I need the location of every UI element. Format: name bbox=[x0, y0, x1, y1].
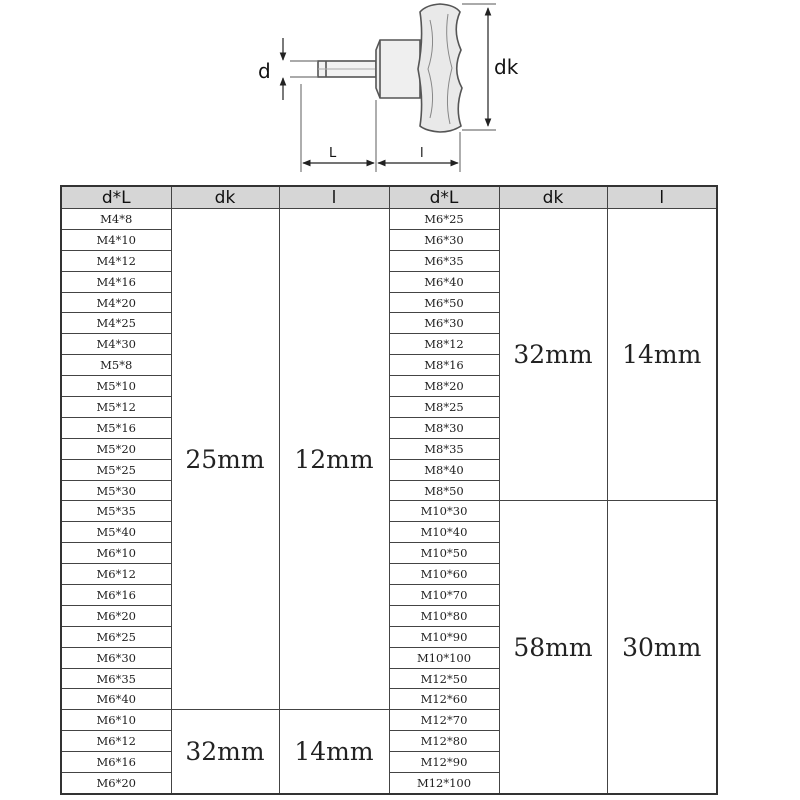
size-cell-left: M6*10 bbox=[61, 710, 171, 731]
header-dk-right: dk bbox=[499, 186, 607, 209]
size-cell-left: M6*16 bbox=[61, 752, 171, 773]
size-cell-right: M6*30 bbox=[389, 313, 499, 334]
dk-cell-left: 32mm bbox=[171, 710, 279, 794]
size-cell-left: M4*8 bbox=[61, 209, 171, 230]
size-cell-right: M10*90 bbox=[389, 626, 499, 647]
size-cell-left: M6*35 bbox=[61, 668, 171, 689]
size-cell-left: M5*30 bbox=[61, 480, 171, 501]
size-cell-left: M5*16 bbox=[61, 417, 171, 438]
header-dk-left: dk bbox=[171, 186, 279, 209]
size-cell-right: M10*30 bbox=[389, 501, 499, 522]
header-size-left: d*L bbox=[61, 186, 171, 209]
header-size-right: d*L bbox=[389, 186, 499, 209]
size-cell-left: M6*12 bbox=[61, 564, 171, 585]
l-cell-right: 14mm bbox=[607, 209, 717, 501]
size-cell-left: M6*10 bbox=[61, 543, 171, 564]
size-cell-left: M4*10 bbox=[61, 229, 171, 250]
header-l-right: l bbox=[607, 186, 717, 209]
size-cell-right: M6*35 bbox=[389, 250, 499, 271]
size-cell-right: M10*100 bbox=[389, 647, 499, 668]
size-cell-left: M4*30 bbox=[61, 334, 171, 355]
dk-cell-right: 58mm bbox=[499, 501, 607, 794]
size-cell-left: M5*35 bbox=[61, 501, 171, 522]
dk-cell-left: 25mm bbox=[171, 209, 279, 710]
size-cell-right: M6*50 bbox=[389, 292, 499, 313]
l-cell-left: 14mm bbox=[279, 710, 389, 794]
l-cell-left: 12mm bbox=[279, 209, 389, 710]
size-cell-right: M12*50 bbox=[389, 668, 499, 689]
size-cell-left: M6*30 bbox=[61, 647, 171, 668]
table-row bbox=[61, 501, 717, 522]
size-cell-right: M12*80 bbox=[389, 731, 499, 752]
size-cell-right: M8*20 bbox=[389, 376, 499, 397]
size-cell-right: M6*25 bbox=[389, 209, 499, 230]
size-cell-left: M4*16 bbox=[61, 271, 171, 292]
size-cell-right: M12*70 bbox=[389, 710, 499, 731]
header-l-left: l bbox=[279, 186, 389, 209]
size-cell-right: M8*35 bbox=[389, 438, 499, 459]
table-row bbox=[61, 209, 717, 230]
size-cell-right: M6*30 bbox=[389, 229, 499, 250]
knob-screw-diagram bbox=[0, 0, 800, 185]
size-cell-left: M5*8 bbox=[61, 355, 171, 376]
size-cell-right: M8*25 bbox=[389, 397, 499, 418]
size-cell-right: M10*60 bbox=[389, 564, 499, 585]
size-cell-right: M8*30 bbox=[389, 417, 499, 438]
size-cell-right: M8*40 bbox=[389, 459, 499, 480]
size-cell-left: M6*20 bbox=[61, 773, 171, 794]
size-cell-right: M8*12 bbox=[389, 334, 499, 355]
size-cell-right: M10*50 bbox=[389, 543, 499, 564]
size-cell-right: M10*80 bbox=[389, 605, 499, 626]
size-cell-left: M6*40 bbox=[61, 689, 171, 710]
size-cell-right: M12*60 bbox=[389, 689, 499, 710]
size-cell-left: M4*25 bbox=[61, 313, 171, 334]
dk-cell-right: 32mm bbox=[499, 209, 607, 501]
spec-table bbox=[60, 185, 718, 795]
size-cell-left: M6*16 bbox=[61, 585, 171, 606]
size-cell-left: M5*10 bbox=[61, 376, 171, 397]
size-cell-left: M6*12 bbox=[61, 731, 171, 752]
knob-hub bbox=[376, 40, 420, 98]
size-cell-right: M12*100 bbox=[389, 773, 499, 794]
header-row bbox=[61, 186, 717, 209]
size-cell-left: M5*20 bbox=[61, 438, 171, 459]
size-cell-right: M10*70 bbox=[389, 585, 499, 606]
size-cell-left: M6*20 bbox=[61, 605, 171, 626]
label-L: L bbox=[329, 146, 337, 161]
spec-body bbox=[61, 209, 717, 794]
l-cell-right: 30mm bbox=[607, 501, 717, 794]
size-cell-right: M12*90 bbox=[389, 752, 499, 773]
size-cell-right: M6*40 bbox=[389, 271, 499, 292]
size-cell-left: M4*12 bbox=[61, 250, 171, 271]
label-l: l bbox=[420, 146, 424, 161]
size-cell-left: M5*12 bbox=[61, 397, 171, 418]
size-cell-left: M4*20 bbox=[61, 292, 171, 313]
size-cell-right: M8*50 bbox=[389, 480, 499, 501]
size-cell-right: M10*40 bbox=[389, 522, 499, 543]
size-cell-left: M6*25 bbox=[61, 626, 171, 647]
size-cell-left: M5*40 bbox=[61, 522, 171, 543]
size-cell-left: M5*25 bbox=[61, 459, 171, 480]
screw-shaft bbox=[318, 61, 376, 77]
label-d: d bbox=[258, 59, 271, 83]
knob-head bbox=[418, 4, 462, 132]
label-dk: dk bbox=[494, 55, 519, 79]
size-cell-right: M8*16 bbox=[389, 355, 499, 376]
